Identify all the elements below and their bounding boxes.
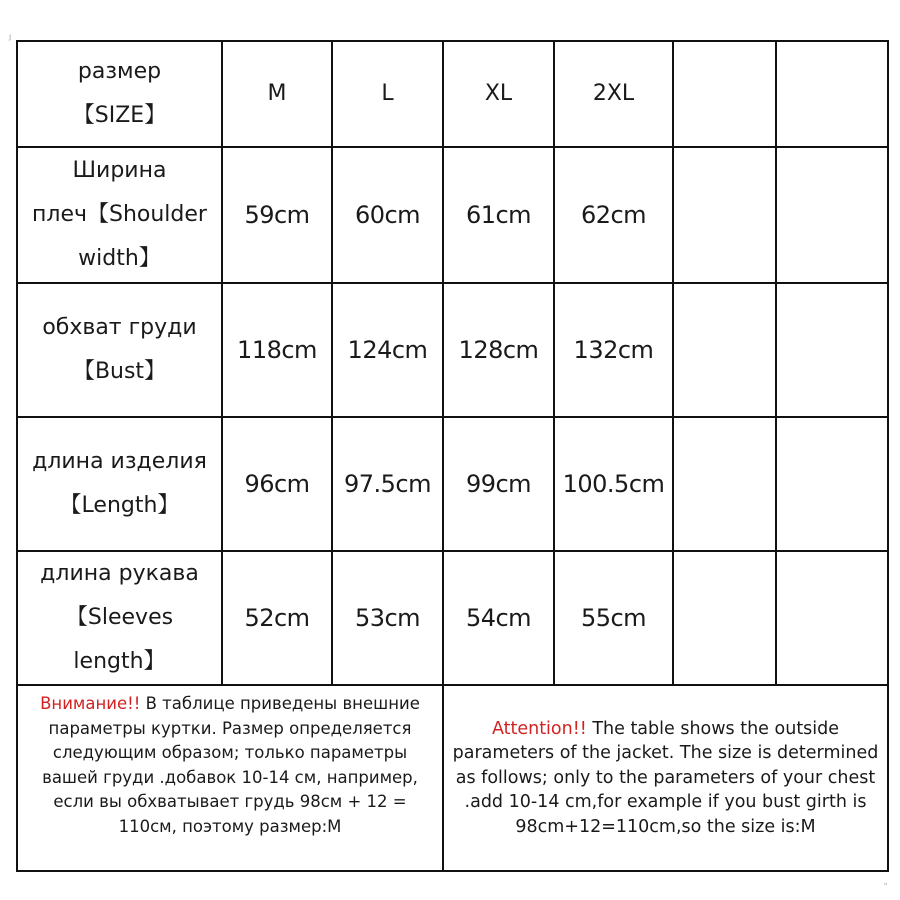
table-cell bbox=[776, 283, 888, 417]
table-cell bbox=[673, 551, 776, 685]
label-line: длина рукава bbox=[40, 561, 199, 586]
table-cell: 100.5cm bbox=[554, 417, 673, 551]
note-ru-text: В таблице приведены внешние параметры куртки. Размер определяется следующим образом; только параметры вашей груди .добавок 10-14 см, например, если вы обхватывает грудь 98см + 12 = 110см, поэтому размер:M bbox=[42, 694, 420, 836]
table-cell bbox=[673, 417, 776, 551]
table-cell: 55cm bbox=[554, 551, 673, 685]
size-chart-table bbox=[16, 40, 889, 872]
table-cell: 118cm bbox=[222, 283, 332, 417]
table-cell bbox=[673, 283, 776, 417]
table-cell: 128cm bbox=[443, 283, 554, 417]
label-line: обхват груди bbox=[42, 315, 197, 340]
table-row-sleeves bbox=[17, 551, 888, 685]
label-line: плеч【Shoulder bbox=[32, 202, 207, 227]
note-russian bbox=[17, 685, 443, 871]
label-line: длина изделия bbox=[32, 449, 207, 474]
table-row-bust bbox=[17, 283, 888, 417]
label-line: 【Sleeves bbox=[65, 605, 174, 630]
size-xl: XL bbox=[443, 41, 554, 147]
label-line: Ширина bbox=[72, 158, 167, 183]
table-cell: 54cm bbox=[443, 551, 554, 685]
size-header-cell bbox=[17, 41, 222, 147]
size-2xl: 2XL bbox=[554, 41, 673, 147]
table-cell: 53cm bbox=[332, 551, 443, 685]
table-cell bbox=[776, 147, 888, 283]
note-english bbox=[443, 685, 888, 871]
label-line: 【Length】 bbox=[59, 493, 180, 518]
row-label-sleeves bbox=[17, 551, 222, 685]
table-cell bbox=[673, 147, 776, 283]
table-cell: 124cm bbox=[332, 283, 443, 417]
table-cell bbox=[776, 551, 888, 685]
label-line: 【Bust】 bbox=[72, 359, 167, 384]
corner-mark-bottom: ᵤ bbox=[884, 878, 888, 887]
size-label-ru: размер bbox=[77, 59, 162, 84]
table-cell: 97.5cm bbox=[332, 417, 443, 551]
row-label-shoulder bbox=[17, 147, 222, 283]
corner-mark-top: ȷ bbox=[9, 32, 12, 41]
row-label-length bbox=[17, 417, 222, 551]
table-cell: 132cm bbox=[554, 283, 673, 417]
warning-en: Attention!! bbox=[491, 718, 587, 739]
table-row-shoulder bbox=[17, 147, 888, 283]
table-cell: 60cm bbox=[332, 147, 443, 283]
size-empty-1 bbox=[673, 41, 776, 147]
header-row bbox=[17, 41, 888, 147]
size-l: L bbox=[332, 41, 443, 147]
size-label-en: 【SIZE】 bbox=[72, 103, 167, 128]
size-empty-2 bbox=[776, 41, 888, 147]
row-label-bust bbox=[17, 283, 222, 417]
notes-row bbox=[17, 685, 888, 871]
note-en-text: The table shows the outside parameters of the jacket. The size is determined as follows; only to the parameters of your chest .add 10-14 cm,for example if you bust girth is 98cm+12=110cm,so the size is:M bbox=[452, 718, 879, 837]
size-m: M bbox=[222, 41, 332, 147]
table-cell: 52cm bbox=[222, 551, 332, 685]
label-line: width】 bbox=[78, 246, 161, 271]
table-row-length bbox=[17, 417, 888, 551]
warning-ru: Внимание!! bbox=[40, 694, 141, 713]
table-cell: 99cm bbox=[443, 417, 554, 551]
table-cell: 96cm bbox=[222, 417, 332, 551]
table-cell: 62cm bbox=[554, 147, 673, 283]
table-cell bbox=[776, 417, 888, 551]
table-cell: 59cm bbox=[222, 147, 332, 283]
label-line: length】 bbox=[73, 649, 166, 674]
table-cell: 61cm bbox=[443, 147, 554, 283]
